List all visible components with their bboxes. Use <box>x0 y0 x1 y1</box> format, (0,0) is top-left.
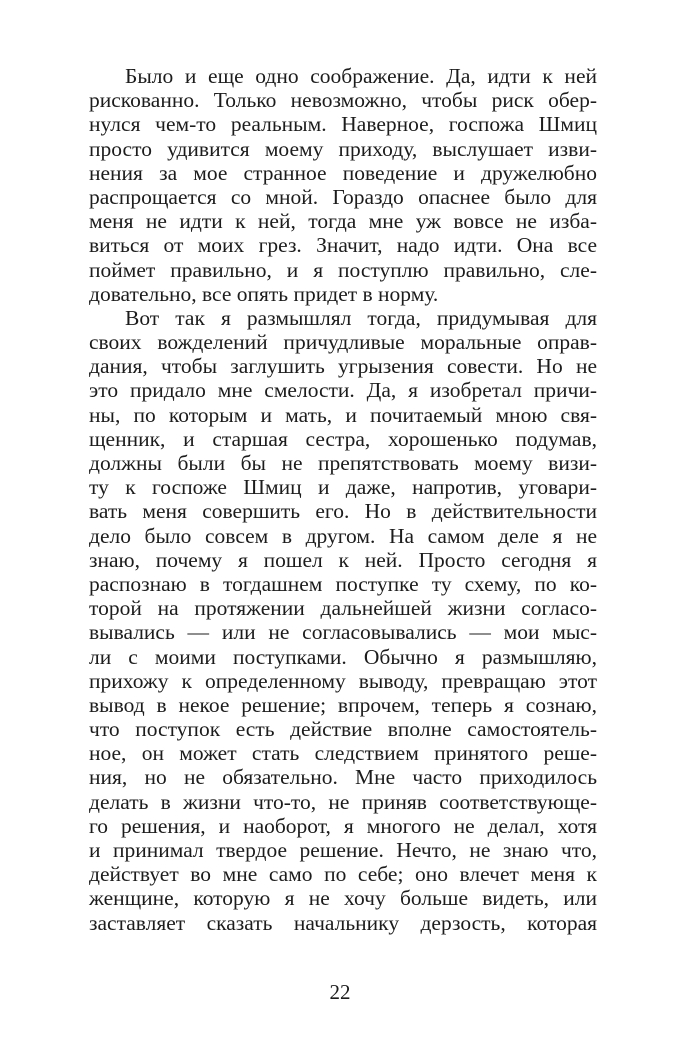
text-line: действует во мне само по себе; оно влечет меня к <box>89 862 597 887</box>
text-line: довательно, все опять придет в норму. <box>89 281 439 306</box>
text-line: виться от моих грез. Значит, надо идти. Она все <box>89 233 597 258</box>
text-line: нения за мое странное поведение и дружелюбно <box>89 160 597 185</box>
text-line: Было и еще одно соображение. Да, идти к ней <box>125 64 597 88</box>
page-number: 22 <box>329 980 351 1004</box>
text-line: прихожу к определенному выводу, превращаю этот <box>89 668 597 693</box>
text-line: вывались — или не согласовывались — мои мыс- <box>89 620 597 645</box>
text-line: го решения, и наоборот, я многого не делал, хотя <box>89 813 597 838</box>
text-line: это придало мне смелости. Да, я изобретал причи- <box>89 378 597 403</box>
text-line: торой на протяжении дальнейшей жизни согласо- <box>89 596 597 621</box>
text-line: просто удивится моему приходу, выслушает изви- <box>89 136 597 161</box>
text-line: Вот так я размышлял тогда, придумывая для <box>125 305 597 330</box>
text-line: рискованно. Только невозможно, чтобы риск обер- <box>89 88 597 113</box>
text-line: что поступок есть действие вполне самостоятель- <box>89 717 597 742</box>
text-line: щенник, и старшая сестра, хорошенько подумав, <box>89 426 597 451</box>
text-line: дело было совсем в другом. На самом деле я не <box>89 523 597 548</box>
text-line: и принимал твердое решение. Нечто, не знаю что, <box>89 838 597 862</box>
text-line: меня не идти к ней, тогда мне уж вовсе не избa- <box>89 209 597 234</box>
text-line: ное, он может стать следствием принятого реше- <box>89 741 597 766</box>
text-line: нулся чем-то реальным. Наверное, госпожа Шмиц <box>89 112 597 137</box>
text-line: ту к госпоже Шмиц и даже, напротив, уговари- <box>89 475 597 500</box>
text-line: дания, чтобы заглушить угрызения совести. Но не <box>89 354 597 379</box>
text-line: должны были бы не препятствовать моему визи- <box>89 451 597 475</box>
paragraph-2 <box>89 306 597 935</box>
text-line: поймет правильно, и я поступлю правильно, сле- <box>89 257 597 282</box>
text-line: вать меня совершить его. Но в действительности <box>89 499 597 524</box>
text-line: заставляет сказать начальнику дерзость, которая <box>89 910 597 935</box>
text-line: знаю, почему я пошел к ней. Просто сегодня я <box>89 547 597 572</box>
text-line: ния, но не обязательно. Мне часто приходилось <box>89 765 597 790</box>
text-line: делать в жизни что-то, не приняв соответствующе- <box>89 789 597 814</box>
text-line: распрощается со мной. Гораздо опаснее было для <box>89 184 597 209</box>
text-line: вывод в некое решение; впрочем, теперь я сознаю, <box>89 692 597 717</box>
text-line: распознаю в тогдашнем поступке ту схему, по ко- <box>89 571 597 596</box>
text-body <box>89 64 597 935</box>
text-line: ны, по которым и мать, и почитаемый мною свя- <box>89 402 597 427</box>
text-line: ли с моими поступками. Обычно я размышляю, <box>89 644 597 669</box>
text-line: своих вожделений причудливые моральные оправ- <box>89 330 597 355</box>
text-line: женщине, которую я не хочу больше видеть, или <box>89 886 597 911</box>
paragraph-1 <box>89 64 597 306</box>
